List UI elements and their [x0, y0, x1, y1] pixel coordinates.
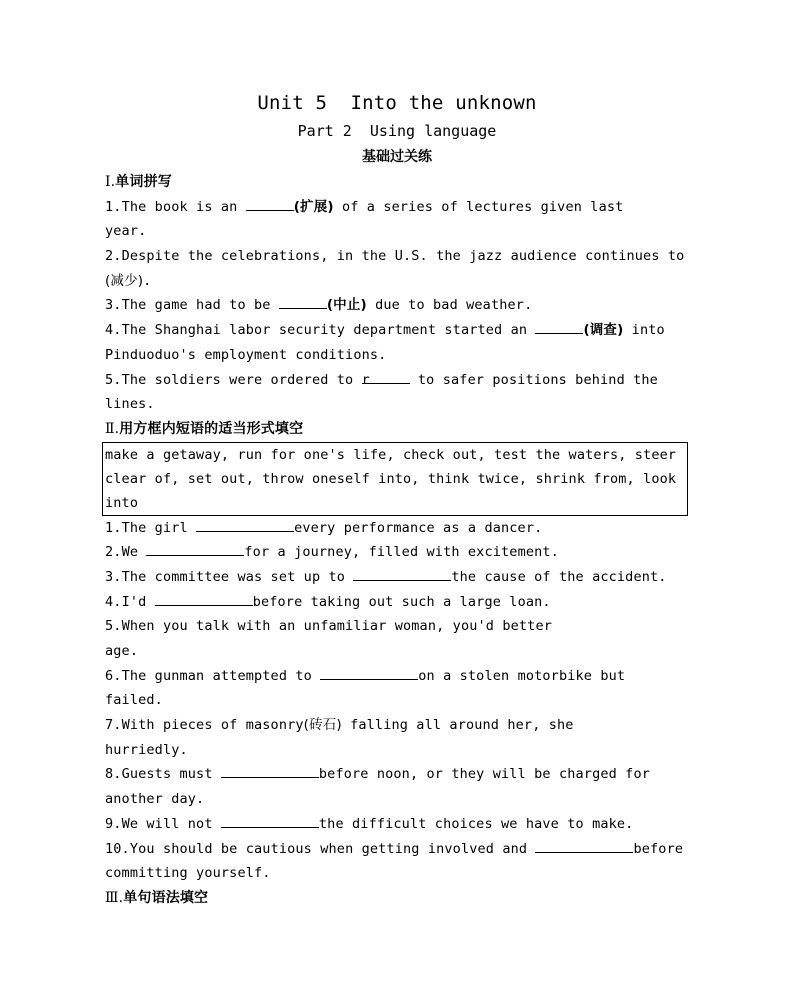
q-text: Despite the celebrations, in the U.S. the jazz audience continues to — [121, 248, 685, 265]
worksheet-body — [105, 170, 690, 911]
part3-heading-num: Ⅲ. — [105, 889, 124, 906]
p1-q1-cont: year. — [105, 223, 147, 240]
p2-q10 — [105, 837, 690, 862]
part2-heading — [105, 417, 690, 442]
answer-blank[interactable] — [361, 368, 410, 388]
p2-q2 — [105, 540, 690, 565]
cn-hint: (减少) — [105, 272, 144, 289]
q-text: You should be cautious when getting involved and — [129, 840, 536, 857]
cn-hint: (中止) — [326, 297, 367, 314]
answer-blank[interactable] — [146, 540, 244, 556]
q-num: 8. — [105, 766, 122, 783]
q-text: Guests must — [121, 766, 221, 783]
q-text: before — [633, 840, 684, 857]
p2-q3 — [105, 565, 690, 590]
part1-heading-num: Ⅰ. — [105, 174, 116, 190]
p2-q5-cont: age. — [105, 643, 139, 659]
p1-q2-cont — [105, 269, 690, 294]
p2-q7-cont: hurriedly. — [105, 741, 188, 758]
answer-blank[interactable] — [155, 590, 253, 606]
p2-q8-cont: another day. — [105, 791, 205, 808]
p2-q4 — [105, 590, 690, 615]
part3-heading — [105, 886, 690, 911]
phrase-box-line: into — [105, 494, 139, 511]
phrase-box-line: clear of, set out, throw oneself into, think twice, shrink from, look — [105, 470, 677, 487]
q-text: The committee was set up to — [121, 568, 354, 585]
answer-blank[interactable] — [353, 565, 451, 581]
answer-blank[interactable] — [535, 318, 583, 334]
q-text: The Shanghai labor security department started an — [121, 322, 536, 339]
p2-q7 — [105, 713, 690, 738]
unit-title: Unit 5 Into the unknown — [257, 92, 537, 114]
p2-q9 — [105, 812, 690, 837]
part2-heading-num: Ⅱ. — [105, 420, 120, 437]
p1-q4 — [105, 318, 690, 343]
q-text: the cause of the accident. — [451, 568, 667, 585]
q-num: 5. — [105, 371, 122, 388]
p2-q6 — [105, 664, 690, 689]
q-num: 7. — [105, 717, 122, 734]
q-num: 3. — [105, 297, 122, 314]
q-text: into — [623, 322, 665, 339]
p2-q8 — [105, 762, 690, 787]
answer-blank[interactable] — [535, 837, 633, 853]
q-text: due to bad weather. — [366, 297, 533, 314]
part1-heading — [105, 170, 690, 195]
cn-hint: (调查) — [583, 322, 624, 339]
p1-q5-cont: lines. — [105, 396, 155, 413]
q-num: 6. — [105, 667, 122, 684]
q-text: The girl — [121, 519, 197, 536]
answer-blank[interactable] — [320, 664, 418, 680]
q-text: before noon, or they will be charged for — [318, 766, 651, 783]
q-text: the difficult choices we have to make. — [318, 815, 634, 832]
q-text: . — [143, 272, 152, 289]
q-text: every performance as a dancer. — [294, 519, 543, 536]
q-text: We will not — [121, 815, 221, 832]
answer-blank[interactable] — [279, 293, 327, 309]
q-num: 1. — [105, 198, 122, 215]
q-text: The gunman attempted to — [121, 667, 321, 684]
part1-heading-text: 单词拼写 — [115, 174, 172, 190]
p1-q1 — [105, 195, 690, 220]
q-text: for a journey, filled with excitement. — [244, 544, 559, 561]
cn-hint: (砖石) — [303, 717, 342, 734]
q-text: The game had to be — [121, 297, 279, 314]
part3-heading-text: 单句语法填空 — [123, 889, 209, 906]
p1-q4-cont: Pinduoduo's employment conditions. — [105, 346, 387, 363]
phrase-box — [102, 442, 688, 516]
q-num: 10. — [105, 840, 130, 857]
q-text: The book is an — [121, 198, 246, 215]
p2-q6-cont: failed. — [105, 692, 163, 709]
q-text: With pieces of masonry — [121, 717, 304, 734]
q-text: The soldiers were ordered to — [121, 371, 362, 388]
p2-q1 — [105, 516, 690, 541]
part-subtitle: Part 2 Using language — [297, 122, 497, 140]
q-text: to safer positions behind the — [409, 371, 658, 388]
answer-blank[interactable] — [221, 812, 319, 828]
q-num: 1. — [105, 519, 122, 536]
q-text: I'd — [121, 593, 155, 610]
q-num: 4. — [105, 593, 122, 610]
q-text: When you talk with an unfamiliar woman, you'd better — [121, 618, 553, 635]
q-num: 2. — [105, 544, 122, 561]
p1-q3 — [105, 293, 690, 318]
q-num: 5. — [105, 618, 122, 635]
q-num: 4. — [105, 322, 122, 339]
p2-q5 — [105, 614, 690, 639]
q-text: before taking out such a large loan. — [252, 593, 551, 610]
q-num: 3. — [105, 568, 122, 585]
q-text: We — [121, 544, 147, 561]
answer-blank[interactable] — [196, 516, 294, 532]
q-text: of a series of lectures given last — [333, 198, 624, 215]
part2-heading-text: 用方框内短语的适当形式填空 — [119, 420, 304, 437]
answer-blank[interactable] — [221, 762, 319, 778]
q-num: 9. — [105, 815, 122, 832]
p1-q2 — [105, 244, 690, 269]
q-text: on a stolen motorbike but — [418, 667, 626, 684]
answer-blank[interactable] — [246, 195, 294, 211]
section-label: 基础过关练 — [362, 149, 432, 165]
q-text: falling all around her, she — [341, 717, 574, 734]
p1-q5 — [105, 368, 690, 393]
p2-q10-cont: committing yourself. — [105, 865, 271, 882]
q-num: 2. — [105, 248, 122, 265]
phrase-box-line: make a getaway, run for one's life, check out, test the waters, steer — [105, 446, 677, 463]
cn-hint: (扩展) — [293, 198, 334, 215]
initial-letter: r — [361, 371, 370, 388]
